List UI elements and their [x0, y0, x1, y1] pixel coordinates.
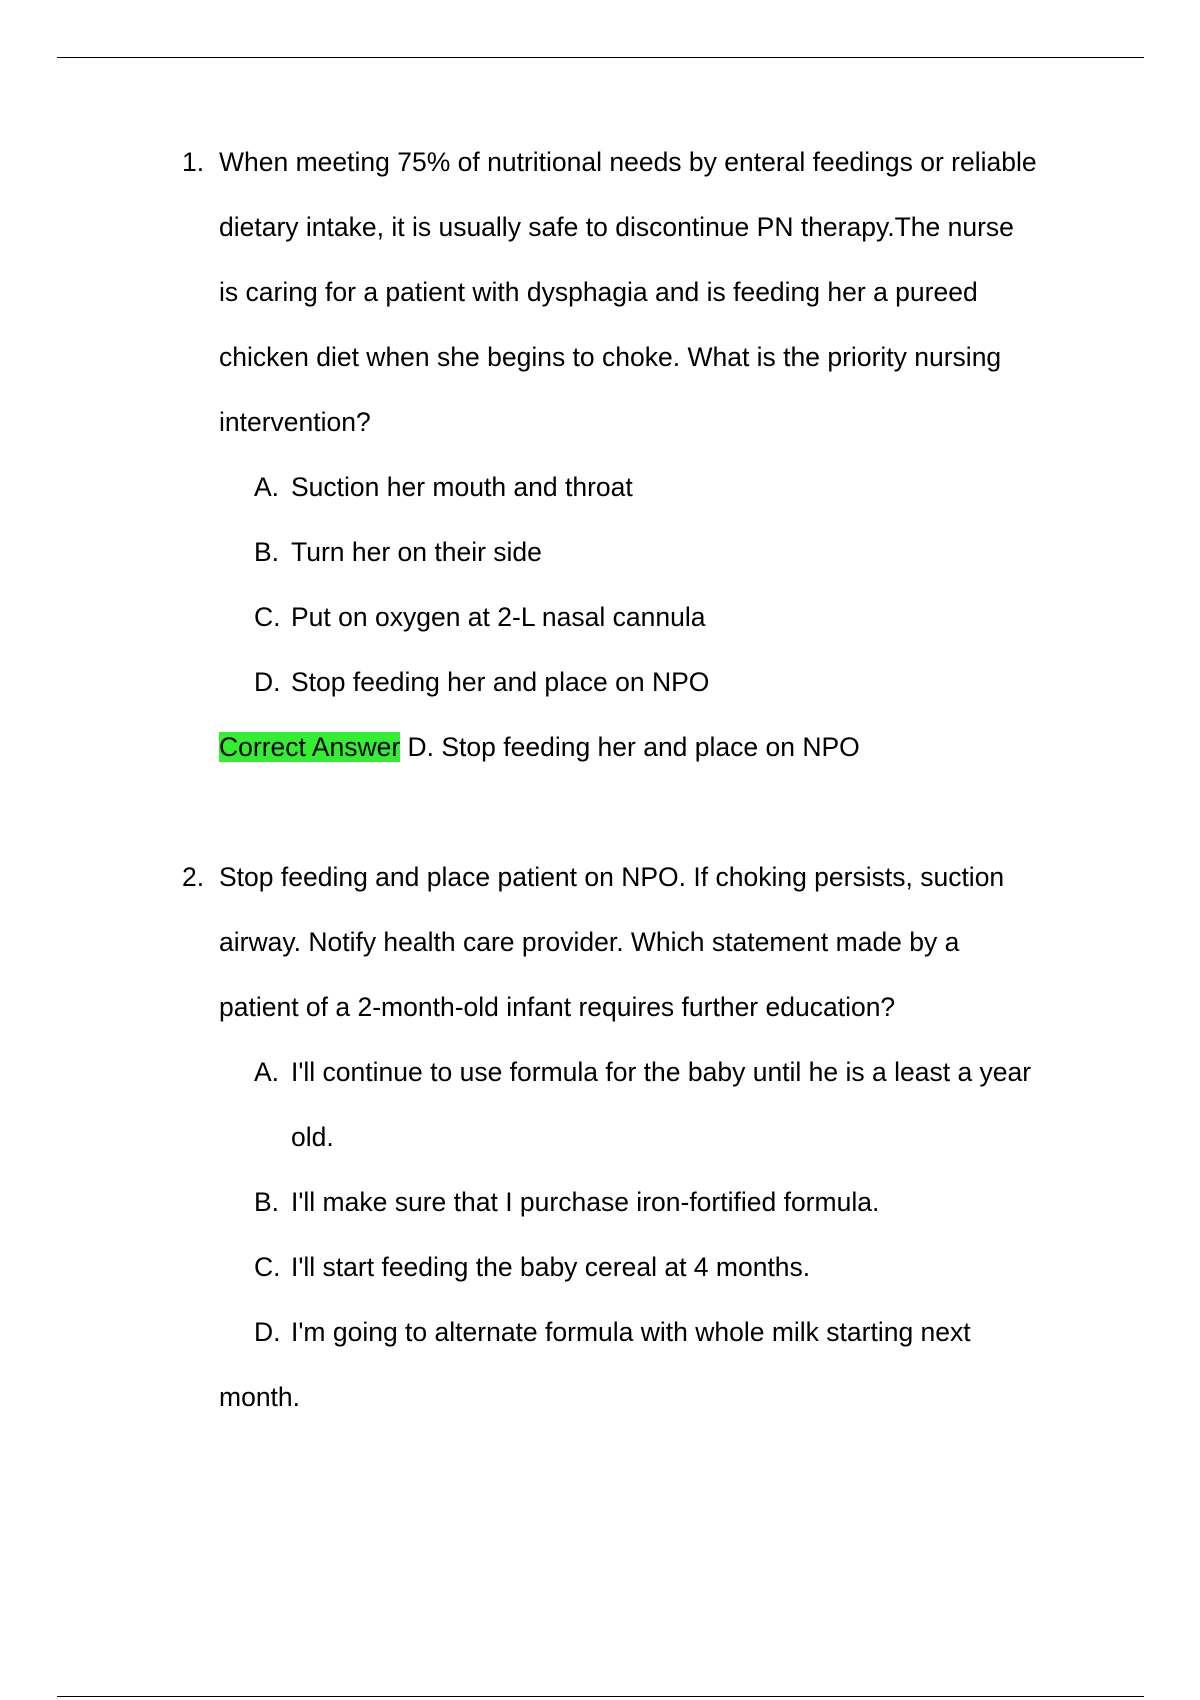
question-stem-line: airway. Notify health care provider. Which statement made by a — [219, 927, 960, 957]
option-text: Turn her on their side — [291, 537, 542, 567]
question-stem-line: When meeting 75% of nutritional needs by enteral feedings or reliable — [219, 147, 1037, 177]
footer-rule — [57, 1696, 1144, 1697]
option-a — [254, 455, 633, 520]
correct-answer — [219, 715, 860, 780]
question-stem-line: dietary intake, it is usually safe to discontinue PN therapy.The nurse — [219, 212, 1014, 242]
option-text-continued: old. — [291, 1122, 334, 1152]
option-d — [254, 650, 709, 715]
correct-answer-text: D. Stop feeding her and place on NPO — [400, 732, 860, 762]
option-letter: C. — [254, 602, 281, 632]
option-letter: D. — [254, 1317, 281, 1347]
question-number: 2. — [182, 862, 205, 892]
option-d — [254, 1300, 971, 1365]
option-letter: D. — [254, 667, 281, 697]
option-text-continued: month. — [219, 1382, 301, 1412]
option-letter: B. — [254, 1187, 280, 1217]
option-text: I'll continue to use formula for the baby until he is a least a year — [291, 1057, 1032, 1087]
option-letter: B. — [254, 537, 280, 567]
option-c — [254, 1235, 810, 1300]
option-letter: A. — [254, 472, 280, 502]
option-c — [254, 585, 705, 650]
question-stem-line: is caring for a patient with dysphagia and is feeding her a pureed — [219, 277, 978, 307]
question-number: 1. — [182, 147, 205, 177]
option-letter: A. — [254, 1057, 280, 1087]
option-b — [254, 1170, 879, 1235]
option-text: I'll make sure that I purchase iron-fortified formula. — [291, 1187, 880, 1217]
question-stem-line: intervention? — [219, 407, 371, 437]
option-b — [254, 520, 542, 585]
option-text: Put on oxygen at 2-L nasal cannula — [291, 602, 706, 632]
option-a — [254, 1040, 1031, 1105]
option-text: I'll start feeding the baby cereal at 4 months. — [291, 1252, 811, 1282]
correct-answer-label: Correct Answer — [219, 732, 401, 762]
option-text: I'm going to alternate formula with whole milk starting next — [291, 1317, 971, 1347]
option-text: Stop feeding her and place on NPO — [291, 667, 710, 697]
question-stem-line: patient of a 2-month-old infant requires further education? — [219, 992, 896, 1022]
question-stem-line: chicken diet when she begins to choke. What is the priority nursing — [219, 342, 1002, 372]
question-stem-line: Stop feeding and place patient on NPO. If choking persists, suction — [219, 862, 1005, 892]
option-text: Suction her mouth and throat — [291, 472, 633, 502]
option-letter: C. — [254, 1252, 281, 1282]
